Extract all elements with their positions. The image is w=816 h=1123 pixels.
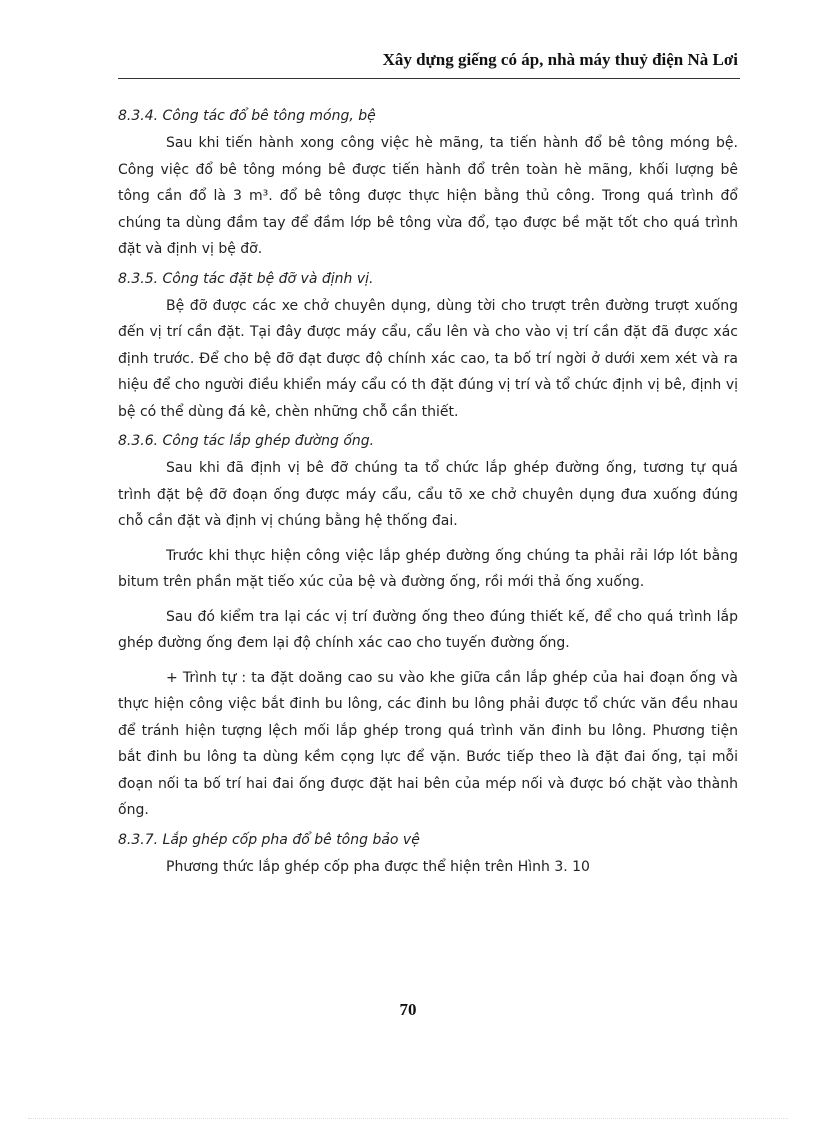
section-8-3-6 (118, 433, 738, 824)
page-number: 70 (399, 1000, 417, 1019)
header-title: Xây dựng giếng có áp, nhà máy thuỷ điện Nà Lơi (382, 50, 738, 69)
section-8-3-4 (118, 108, 738, 263)
paragraph: Trước khi thực hiện công việc lắp ghép đường ống chúng ta phải rải lớp lót bằng bitum trên phần mặt tiếo xúc của bệ và đường ống, rồi mới thả ống xuống. (118, 547, 738, 590)
page-edge-divider (28, 1118, 788, 1119)
paragraph: Bệ đỡ được các xe chở chuyên dụng, dùng tời cho trượt trên đường trượt xuống đến vị trí cần đặt. Tại đây được máy cẩu, cẩu lên và cho vào vị trí cần đặt đã được xác định trước. Để cho bệ đỡ đạt được độ chính xác cao, ta bố trí ngời ở dưới xem xét và ra hiệu để cho người điều khiển máy cẩu có th đặt đúng vị trí và tổ chức định vị bê, định vị bệ có thể dùng đá kê, chèn những chỗ cần thiết. (118, 297, 738, 420)
section-heading: 8.3.4. Công tác đổ bê tông móng, bệ (118, 108, 376, 124)
paragraph: Phương thức lắp ghép cốp pha được thể hiện trên Hình 3. 10 (166, 858, 590, 875)
section-heading: 8.3.7. Lắp ghép cốp pha đổ bê tông bảo vệ (118, 831, 420, 848)
section-heading: 8.3.5. Công tác đặt bệ đỡ và định vị. (118, 270, 374, 287)
paragraph: Sau khi tiến hành xong công việc hè mãng, ta tiến hành đổ bê tông móng bệ. Công việc đổ bê tông móng bê được tiến hành đổ trên toàn hè mãng, khối lượng bê tông cần đổ là 3 m³. đổ bê tông được thực hiện bằng thủ công. Trong quá trình đổ chúng ta dùng đầm tay để đầm lớp bê tông vừa đổ, tạo được bề mặt tốt cho quá trình đặt và định vị bệ đỡ. (118, 135, 738, 257)
document-body (118, 108, 738, 888)
section-8-3-5 (118, 271, 738, 426)
section-heading: 8.3.6. Công tác lắp ghép đường ống. (118, 433, 375, 449)
page-header (118, 44, 740, 79)
paragraph: Sau khi đã định vị bê đỡ chúng ta tổ chức lắp ghép đường ống, tương tự quá trình đặt bệ đỡ đoạn ống được máy cẩu, cẩu tõ xe chở chuyên dụng đưa xuống đúng chỗ cần đặt và định vị chúng bằng hệ thống đai. (118, 460, 738, 529)
section-8-3-7 (118, 832, 738, 881)
paragraph: + Trình tự : ta đặt doăng cao su vào khe giữa cần lắp ghép của hai đoạn ống và thực hiện công việc bắt đinh bu lông, các đinh bu lông phải được tổ chức văn đều nhau để tránh hiện tượng lệch mối lắp ghép trong quá trình văn đinh bu lông. Phương tiện bắt đinh bu lông ta dùng kềm cọng lực để vặn. Bước tiếp theo là đặt đai ống, tại mỗi đoạn nối ta bố trí hai đai ống được đặt hai bên của mép nối và được bó chặt vào thành ống. (118, 669, 738, 818)
paragraph: Sau đó kiểm tra lại các vị trí đường ống theo đúng thiết kế, để cho quá trình lắp ghép đường ống đem lại độ chính xác cao cho tuyến đường ống. (118, 608, 738, 651)
